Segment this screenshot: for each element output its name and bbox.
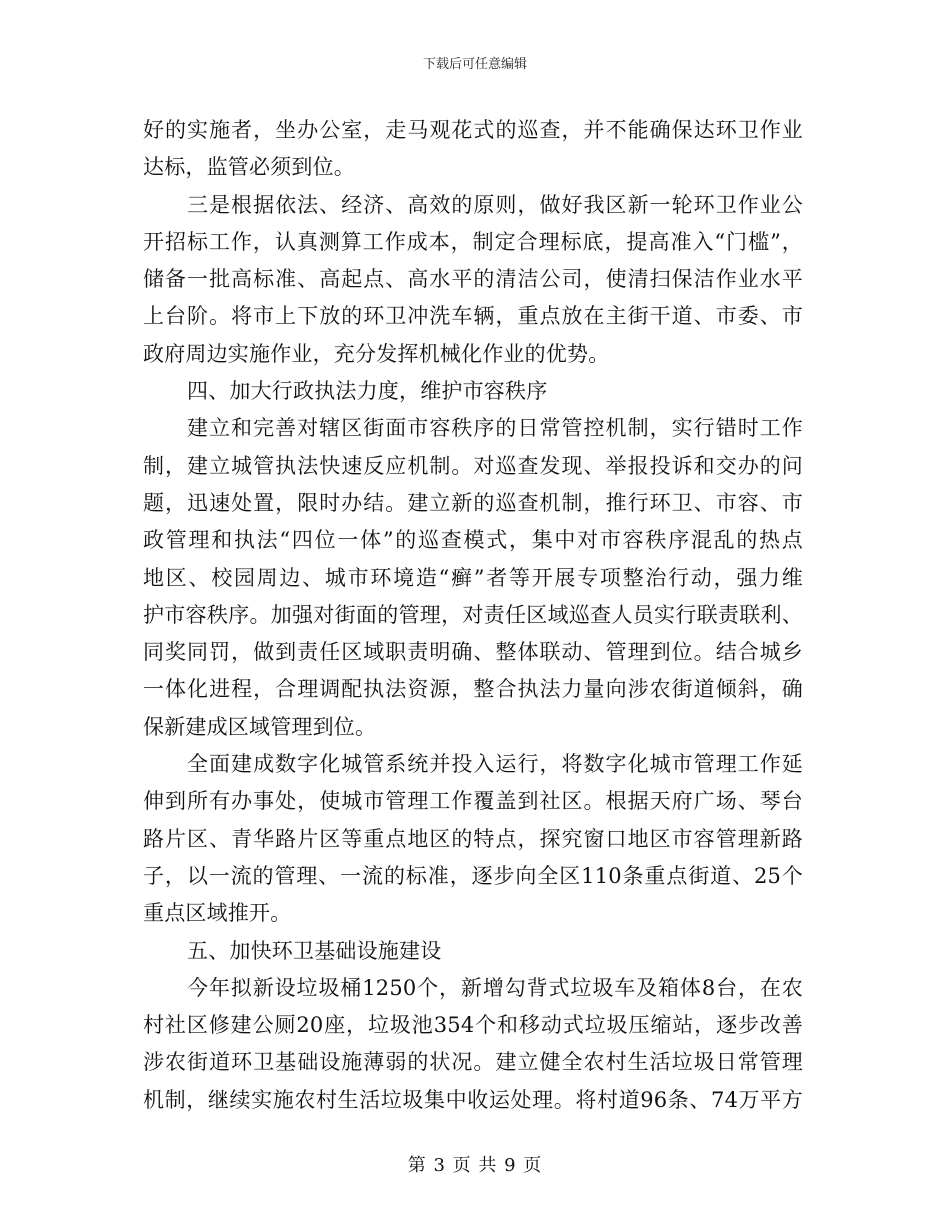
- text-line: 地区、校园周边、城市环境造“癣”者等开展专项整治行动，强力维: [143, 565, 803, 590]
- text-line: 重点区域推开。: [143, 901, 292, 926]
- section-heading: 五、加快环卫基础设施建设: [187, 938, 442, 963]
- text-line: 涉农街道环卫基础设施薄弱的状况。建立健全农村生活垃圾日常管理: [143, 1050, 803, 1075]
- text-line: 全面建成数字化城管系统并投入运行，将数字化城市管理工作延: [187, 752, 803, 777]
- text-line: 上台阶。将市上下放的环卫冲洗车辆，重点放在主街干道、市委、市: [143, 304, 803, 329]
- text-line: 政府周边实施作业，充分发挥机械化作业的优势。: [143, 341, 610, 366]
- text-line: 达标，监管必须到位。: [143, 155, 355, 180]
- text-line: 机制，继续实施农村生活垃圾集中收运处理。将村道96条、74万平方: [143, 1087, 803, 1112]
- text-line: 保新建成区域管理到位。: [143, 714, 377, 739]
- text-line: 好的实施者，坐办公室，走马观花式的巡查，并不能确保达环卫作业: [143, 118, 803, 142]
- text-line: 题，迅速处置，限时办结。建立新的巡查机制，推行环卫、市容、市: [143, 490, 803, 515]
- text-line: 开招标工作，认真测算工作成本，制定合理标底，提高准入“门槛”，: [143, 229, 803, 254]
- document-body: [143, 112, 803, 1119]
- text-line: 今年拟新设垃圾桶1250个，新增勾背式垃圾车及箱体8台，在农: [187, 975, 803, 1000]
- text-line: 制，建立城管执法快速反应机制。对巡查发现、举报投诉和交办的问: [143, 453, 803, 478]
- text-line: 同奖同罚，做到责任区域职责明确、整体联动、管理到位。结合城乡: [143, 640, 803, 665]
- text-line: 储备一批高标准、高起点、高水平的清洁公司，使清扫保洁作业水平: [143, 267, 803, 292]
- text-line: 路片区、青华路片区等重点地区的特点，探究窗口地区市容管理新路: [143, 826, 803, 851]
- text-line: 子，以一流的管理、一流的标准，逐步向全区110条重点街道、25个: [143, 863, 803, 888]
- text-line: 伸到所有办事处，使城市管理工作覆盖到社区。根据天府广场、琴台: [143, 789, 803, 814]
- text-line: 建立和完善对辖区街面市容秩序的日常管控机制，实行错时工作: [187, 416, 803, 441]
- text-line: 三是根据依法、经济、高效的原则，做好我区新一轮环卫作业公: [187, 192, 803, 217]
- text-line: 村社区修建公厕20座，垃圾池354个和移动式垃圾压缩站，逐步改善: [143, 1013, 803, 1038]
- text-line: 护市容秩序。加强对街面的管理，对责任区域巡查人员实行联责联利、: [143, 602, 803, 627]
- text-line: 政管理和执法“四位一体”的巡查模式，集中对市容秩序混乱的热点: [143, 528, 803, 553]
- page-number: 第 3 页 共 9 页: [407, 1155, 543, 1176]
- page-header: 下载后可任意编辑: [422, 57, 527, 72]
- text-line: 一体化进程，合理调配执法资源，整合执法力量向涉农街道倾斜，确: [143, 677, 803, 702]
- section-heading: 四、加大行政执法力度，维护市容秩序: [187, 379, 548, 404]
